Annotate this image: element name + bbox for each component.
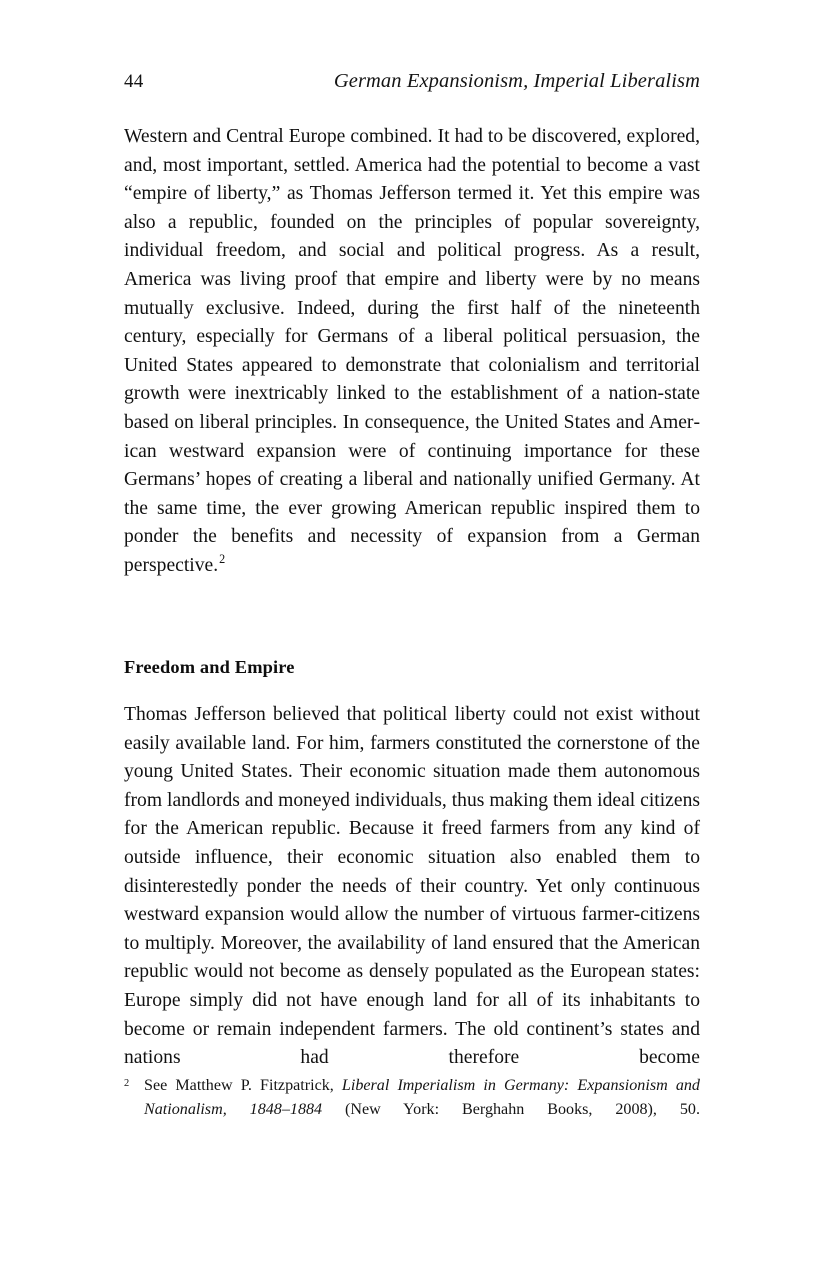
spacer-above-heading (124, 609, 700, 654)
page-body (124, 123, 700, 1101)
paragraph-freedom-and-empire: Thomas Jefferson believed that political liberty could not exist without easily available land. For him, farmers constituted the cornerstone of the young United States. Their economic situation made them autonomous from landlords and moneyed individuals, thus making them ideal citizens for the American republic. Because it freed farmers from any kind of outside influence, their economic situation also enabled them to disinterestedly ponder the needs of their country. Yet only continuous westward expansion would allow the number of virtuous farmer-citizens to multiply. Moreover, the availability of land ensured that the American republic would not become as densely populated as the European states: Europe simply did not have enough land for all of its inhabitants to become or remain independent farmers. The old continent’s states and nations had therefore become (124, 704, 700, 1069)
footnote-title: Liberal Imperialism in Germany: Expansionism and Nationalism, 1848–1884 (144, 1077, 700, 1118)
footnote-text-lead: See Matthew P. Fitzpatrick, (144, 1077, 342, 1094)
section-heading: Freedom and Empire (124, 657, 295, 678)
footnote-marker: 2 (124, 1078, 130, 1089)
spacer-below-heading (124, 680, 700, 701)
footnote-area (124, 1074, 700, 1146)
paragraph-text: Western and Central Europe combined. It had to be discovered, explored, and, most important, settled. America had the potential to become a vast “empire of liberty,” as Thomas Jefferson termed it. Yet this empire was also a republic, founded on the principles of popular sovereignty, individual freedom, and social and political progress. As a result, America was living proof that empire and liberty were by no means mutually exclusive. Indeed, during the first half of the nineteenth century, especially for Germans of a liberal political persuasion, the United States appeared to demonstrate that colonialism and territorial growth were inextricably linked to the establishment of a nation-state based on liberal principles. In consequence, the United States and American westward expansion were of continuing importance for these Germans’ hopes of creating a liberal and nationally unified Germany. At the same time, the ever growing American republic inspired them to ponder the benefits and necessity of expansion from a German perspective. (124, 126, 700, 576)
footnote-item (124, 1074, 700, 1146)
page-header (124, 70, 700, 98)
footnote-text-tail: (New York: Berghahn Books, 2008), 50. (322, 1101, 700, 1118)
running-head: German Expansionism, Imperial Liberalism (333, 70, 700, 92)
footnote-reference[interactable]: 2 (219, 552, 226, 567)
paragraph-continuation (124, 123, 700, 609)
page-number: 44 (124, 71, 144, 92)
